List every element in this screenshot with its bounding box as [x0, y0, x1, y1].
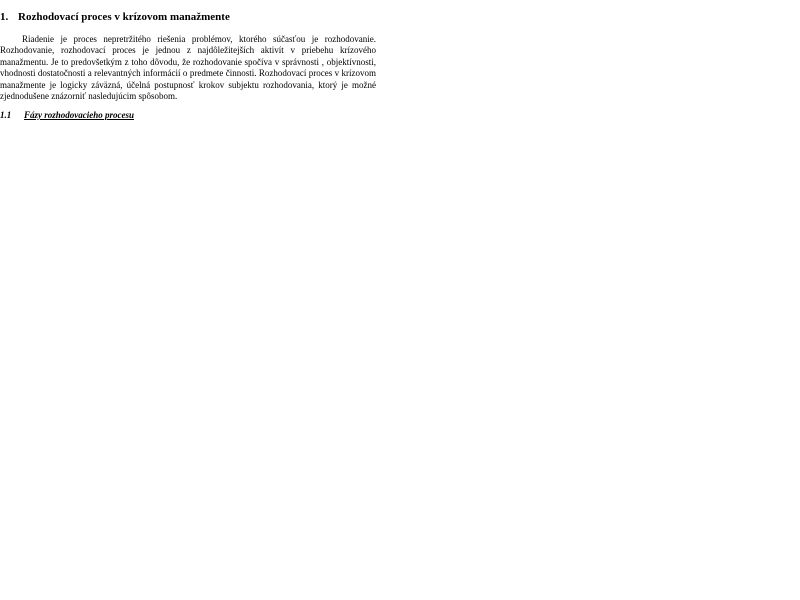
subsection-number: 1.1	[0, 110, 12, 120]
body-paragraph: Riadenie je proces nepretržitého riešenia problémov, ktorého súčasťou je rozhodovanie. Rozhodovanie, rozhodovací proces je jednou z najdôležitejších aktivít v priebehu krízového manažmentu. Je to predovšetkým z toho dôvodu, že rozhodovanie spočíva v správnosti , objektívnosti, vhodnosti dostatočnosti a relevantných informácií o predmete činnosti. Rozhodovací proces v krízovom manažmente je logicky záväzná, účelná postupnosť krokov subjektu rozhodovania, ktorý je možné zjednodušene znázorniť nasledujúcim spôsobom.	[0, 34, 376, 102]
subsection-heading	[0, 109, 134, 121]
section-number: 1.	[0, 11, 9, 23]
subsection-title: Fázy rozhodovacieho procesu	[24, 110, 134, 120]
section-heading	[0, 10, 230, 24]
section-title: Rozhodovací proces v krízovom manažmente	[18, 11, 230, 23]
